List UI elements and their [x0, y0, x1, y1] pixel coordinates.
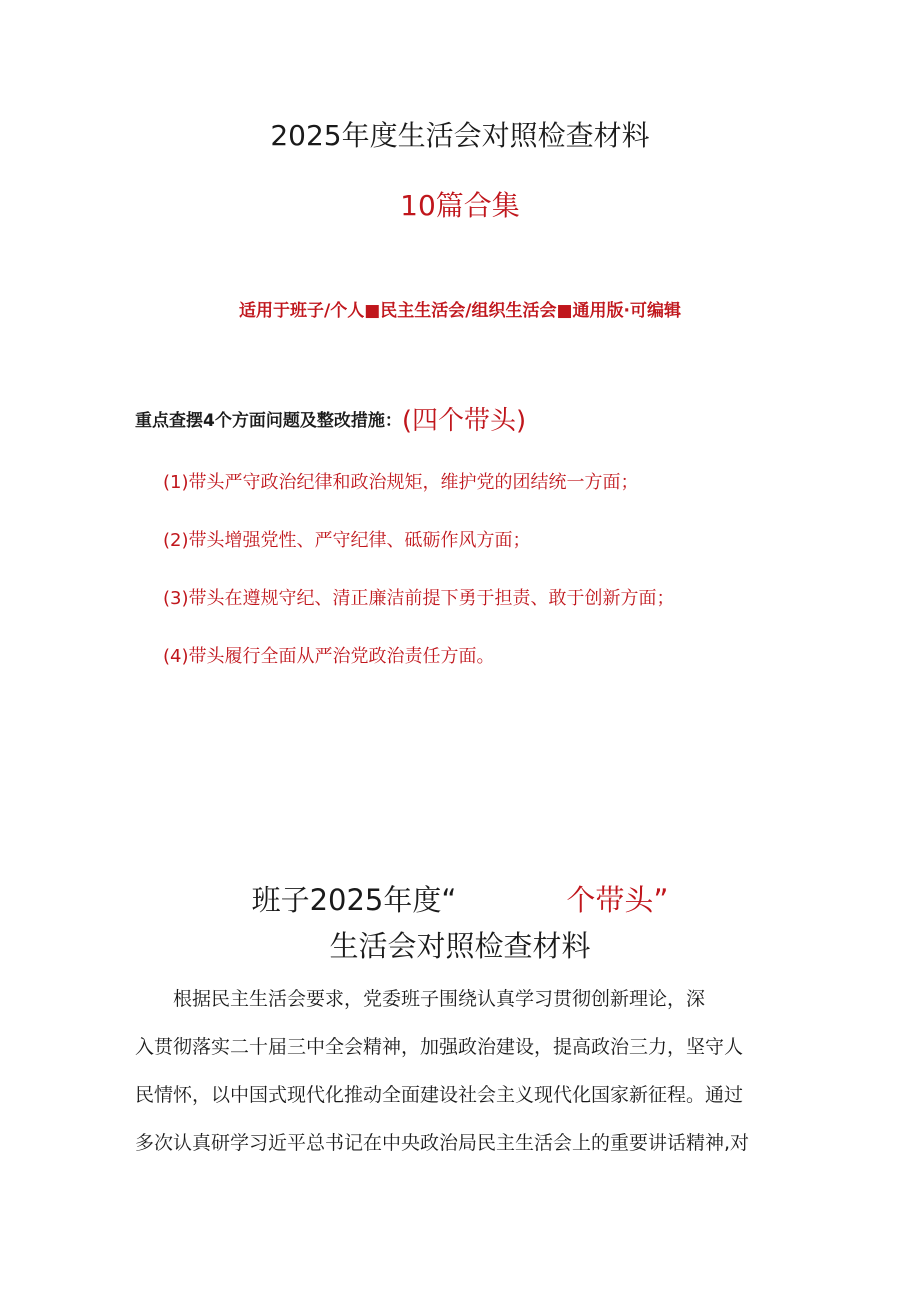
article-paragraph-line-2: 入贯彻落实二十届三中全会精神，加强政治建设，提高政治三力，坚守人 — [135, 1036, 744, 1058]
article-heading-line-1 — [0, 878, 920, 919]
article-heading-part-1: 班子2025年度“ — [251, 883, 457, 917]
focus-item-3: (3)带头在遵规守纪、清正廉洁前提下勇于担责、敢于创新方面； — [163, 588, 675, 609]
document-title: 2025年度生活会对照检查材料 — [270, 119, 650, 152]
article-heading-line-2: 生活会对照检查材料 — [329, 929, 591, 963]
article-heading-part-2: 个带头” — [566, 883, 669, 917]
applies-to-note: 适用于班子/个人■民主生活会/组织生活会■通用版·可编辑 — [239, 301, 681, 321]
article-paragraph-line-4: 多次认真研学习近平总书记在中央政治局民主生活会上的重要讲话精神,对 — [135, 1132, 750, 1154]
focus-item-2: (2)带头增强党性、严守纪律、砥砺作风方面； — [163, 530, 531, 551]
article-paragraph-line-3: 民情怀，以中国式现代化推动全面建设社会主义现代化国家新征程。通过 — [135, 1084, 744, 1106]
focus-item-4: (4)带头履行全面从严治党政治责任方面。 — [163, 646, 495, 667]
focus-item-1: (1)带头严守政治纪律和政治规矩，维护党的团结统一方面； — [163, 472, 639, 493]
focus-heading — [135, 400, 526, 437]
focus-highlight: (四个带头) — [401, 406, 527, 436]
focus-label: 重点查摆4个方面问题及整改措施： — [135, 411, 402, 431]
document-subtitle: 10篇合集 — [400, 189, 520, 222]
article-paragraph-line-1: 根据民主生活会要求，党委班子围绕认真学习贯彻创新理论，深 — [173, 988, 706, 1010]
